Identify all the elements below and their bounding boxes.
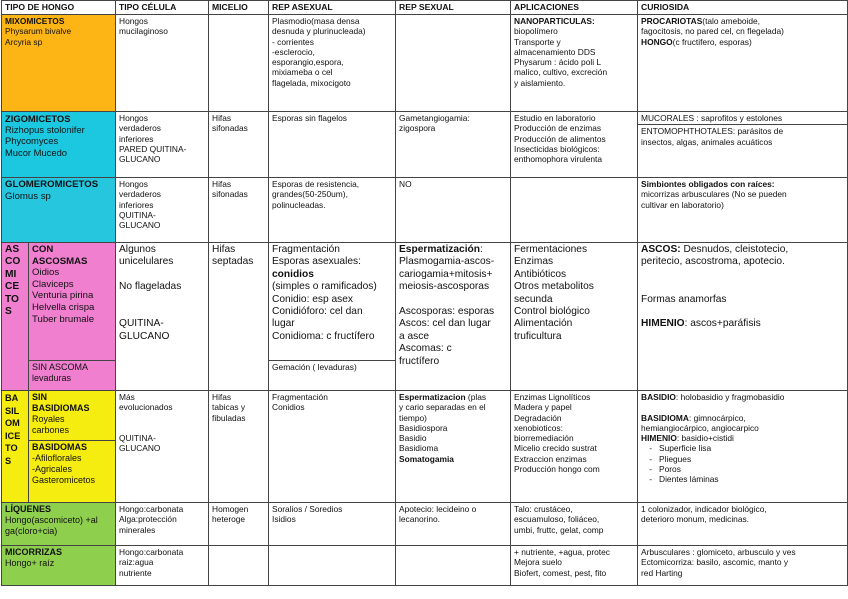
basi-sin-title: SIN BASIDIOMAS bbox=[32, 392, 90, 413]
row-micorrizas bbox=[2, 546, 848, 586]
liq-aplicaciones: Talo: crustáceo, escuamuloso, foliáceo, umbi, fruttc, gelat, comp bbox=[511, 503, 638, 546]
zigo-asexual: Esporas sin flagelos bbox=[269, 112, 396, 178]
row-glomeromicetos bbox=[2, 178, 848, 243]
header-aplicaciones: APLICACIONES bbox=[511, 1, 638, 15]
basi-group-label: BA SIL OM ICE TO S bbox=[2, 391, 29, 503]
asco-asexual-text2: (simples o ramificados) Conidio: esp asex Conidióforo: cel dan lugar Conidioma: c fructífero bbox=[272, 281, 377, 342]
asco-asexual-sin: Gemación ( levaduras) bbox=[269, 361, 396, 391]
basi-cur3-bold: HIMENIO bbox=[641, 433, 677, 444]
cell-liq-name bbox=[2, 503, 116, 546]
liq-asexual: Soralios / Soredios Isidios bbox=[269, 503, 396, 546]
mico-aplicaciones: + nutriente, +agua, protec Mejora suelo Biofert, comest, pest, fito bbox=[511, 546, 638, 586]
liq-micelio: Homogen heteroge bbox=[209, 503, 269, 546]
mico-title: MICORRIZAS bbox=[5, 547, 62, 557]
basi-sexual2-bold: Somatogamia bbox=[399, 453, 454, 464]
list-item: - Poros bbox=[659, 464, 844, 474]
liq-title: LÍQUENES bbox=[5, 504, 52, 514]
basi-cur1: : holobasidio y fragmobasidio bbox=[675, 392, 785, 402]
glom-aplicaciones bbox=[511, 178, 638, 243]
glom-celula: Hongos verdaderos inferiores QUITINA- GLUCANO bbox=[116, 178, 209, 243]
asco-cur: Desnudos, cleistotecio, peritecio, ascostroma, apotecio. bbox=[641, 244, 789, 268]
basi-celula: Más evolucionados QUITINA- GLUCANO bbox=[116, 391, 209, 503]
mixo-celula: Hongos mucilaginoso bbox=[116, 15, 209, 112]
cell-glom-name bbox=[2, 178, 116, 243]
basi-aplicaciones: Enzimas Lignolíticos Madera y papel Degradación xenobioticos: biorremediación Micelio crecido sustrat Extraccion enzimas Producción hongo com bbox=[511, 391, 638, 503]
asco-aplicaciones: Fermentaciones Enzimas Antibióticos Otros metabolitos secunda Control biológico Alimentación truficultura bbox=[511, 243, 638, 391]
basi-micelio: Hifas tabicas y fibuladas bbox=[209, 391, 269, 503]
liq-sexual: Apotecio: lecideino o lecanorino. bbox=[396, 503, 511, 546]
mixo-curiosidad bbox=[638, 15, 848, 112]
mixo-app-title: NANOPARTICULAS: bbox=[514, 16, 595, 26]
mixo-cur2: (c fructifero, esporas) bbox=[672, 36, 752, 47]
mico-micelio bbox=[209, 546, 269, 586]
liq-species: Hongo(ascomiceto) +al ga(cloro+cia) bbox=[5, 515, 98, 536]
basi-cur1-bold: BASIDIO bbox=[641, 392, 676, 402]
zigo-cur1: MUCORALES : saprofitos y estolones bbox=[641, 113, 783, 123]
mixo-sexual bbox=[396, 15, 511, 112]
row-basidiomicetos bbox=[2, 391, 848, 441]
row-ascomicetos bbox=[2, 243, 848, 361]
header-curiosidad: CURIOSIDA bbox=[638, 1, 848, 15]
mixo-cur1-bold: PROCARIOTAS bbox=[641, 16, 703, 26]
header-celula: TIPO CÉLULA bbox=[116, 1, 209, 15]
mixo-title: MIXOMICETOS bbox=[5, 16, 65, 26]
asco-asexual-bold: conidios bbox=[272, 268, 314, 280]
asco-sin: SIN ASCOMA levaduras bbox=[29, 361, 116, 391]
basi-sin-species: Royales carbones bbox=[32, 414, 70, 435]
zigo-sexual: Gametangiogamia: zigospora bbox=[396, 112, 511, 178]
zigo-celula: Hongos verdaderos inferiores PARED QUITINA- GLUCANO bbox=[116, 112, 209, 178]
header-row bbox=[2, 1, 848, 15]
asco-cur3-bold: HIMENIO bbox=[641, 318, 685, 330]
glom-sexual: NO bbox=[396, 178, 511, 243]
zigo-title: ZIGOMICETOS bbox=[5, 113, 71, 124]
zigo-curiosidad bbox=[638, 112, 848, 178]
mico-curiosidad: Arbusculares : glomiceto, arbusculo y ves Ectomicorriza: basilo, ascomic, manto y red Harting bbox=[638, 546, 848, 586]
mico-species: Hongo+ raíz bbox=[5, 558, 55, 568]
glom-title: GLOMEROMICETOS bbox=[5, 179, 99, 190]
mico-sexual bbox=[396, 546, 511, 586]
glom-micelio: Hifas sifonadas bbox=[209, 178, 269, 243]
header-tipo: TIPO DE HONGO bbox=[2, 1, 116, 15]
cell-mixo-name bbox=[2, 15, 116, 112]
basi-cur3: : basidio+cistidi bbox=[676, 433, 734, 444]
row-mixomicetos bbox=[2, 15, 848, 112]
zigo-species: Rizhopus stolonifer Phycomyces Mucor Mucedo bbox=[5, 124, 85, 158]
list-item: - Superficie lisa bbox=[659, 443, 844, 453]
asco-con-species: Oidios Claviceps Venturia pirina Helvella crispa Tuber brumale bbox=[32, 267, 95, 325]
mixo-cur1: (talo ameboide, fagocitosis, no pared cel, cn flegelada) bbox=[641, 16, 784, 37]
header-micelio: MICELIO bbox=[209, 1, 269, 15]
mico-celula: Hongo:carbonata raiz:agua nutriente bbox=[116, 546, 209, 586]
cell-zigo-name bbox=[2, 112, 116, 178]
basi-sexual-bold: Espermatizacion bbox=[399, 392, 466, 402]
asco-curiosidad bbox=[638, 243, 848, 391]
zigo-aplicaciones: Estudio en laboratorio Producción de enzimas Producción de alimentos Insecticidas biológicos: enthomophora virulenta bbox=[511, 112, 638, 178]
row-zigomicetos bbox=[2, 112, 848, 178]
mixo-asexual: Plasmodio(masa densa desnuda y plurinucleada) - corrientes -esclerocio, esporangio,espora, mixiameba o cel flagelada, mixocigoto bbox=[269, 15, 396, 112]
asco-cur2: Formas anamorfas bbox=[641, 293, 727, 305]
glom-cur: micorrizas arbusculares (No se pueden cultivar en laboratorio) bbox=[641, 189, 787, 210]
asco-sexual-bold: Espermatización bbox=[399, 244, 480, 255]
cell-mico-name bbox=[2, 546, 116, 586]
asco-micelio: Hifas septadas bbox=[209, 243, 269, 391]
header-asexual: REP ASEXUAL bbox=[269, 1, 396, 15]
basi-sexual bbox=[396, 391, 511, 503]
asco-asexual bbox=[269, 243, 396, 361]
asco-con-title: CON ASCOSMAS bbox=[32, 244, 88, 267]
mico-asexual bbox=[269, 546, 396, 586]
asco-celula: Algunos unicelulares No flageladas QUITINA- GLUCANO bbox=[116, 243, 209, 391]
glom-species: Glomus sp bbox=[5, 190, 51, 202]
zigo-micelio: Hifas sifonadas bbox=[209, 112, 269, 178]
mixo-aplicaciones bbox=[511, 15, 638, 112]
mixo-cur2-bold: HONGO bbox=[641, 36, 673, 47]
basi-con-species: -Afiloflorales -Agricales Gasteromicetos bbox=[32, 453, 96, 485]
header-sexual: REP SEXUAL bbox=[396, 1, 511, 15]
mixo-species: Physarum bivalve Arcyria sp bbox=[5, 26, 72, 47]
asco-cur3: : ascos+paráfisis bbox=[684, 318, 761, 330]
row-liquenes bbox=[2, 503, 848, 546]
basi-cur2-bold: BASIDIOMA bbox=[641, 412, 689, 423]
mixo-app-text: biopolímero Transporte y almacenamiento DDS Physarum : ácido poli L malico, cultivo, excreción y aislamiento. bbox=[514, 26, 608, 88]
basi-cur-list bbox=[641, 443, 844, 484]
cell-asco-con bbox=[29, 243, 116, 361]
mixo-micelio bbox=[209, 15, 269, 112]
glom-asexual: Esporas de resistencia, grandes(50-250um), polinucleadas. bbox=[269, 178, 396, 243]
list-item: - Dientes láminas bbox=[659, 474, 844, 484]
cell-basi-con bbox=[29, 441, 116, 503]
zigo-cur2: ENTOMOPHTHOTALES: parásitos de insectos, algas, animales acuáticos bbox=[638, 124, 847, 148]
liq-curiosidad: 1 colonizador, indicador biológico, deterioro monum, medicinas. bbox=[638, 503, 848, 546]
list-item: - Pliegues bbox=[659, 454, 844, 464]
basi-curiosidad bbox=[638, 391, 848, 503]
basi-cur2: : gimnocárpico, hemiangiocárpico, angiocarpico bbox=[641, 412, 759, 433]
basi-con-title: BASIDOMAS bbox=[32, 442, 88, 452]
asco-asexual-text: Fragmentación Esporas asexuales: bbox=[272, 244, 361, 268]
asco-group-label: AS CO MI CE TO S bbox=[2, 243, 29, 391]
basi-sexual-text: (plas y cario separadas en el tiempo) Basidiospora Basidio Basidioma bbox=[399, 392, 487, 454]
glom-curiosidad bbox=[638, 178, 848, 243]
asco-sexual-text: : Plasmogamia-ascos- cariogamia+mitosis+ meiosis-ascosporas Ascosporas: esporas Ascos: cel dan lugar a asce Ascomas: c fructífero bbox=[399, 244, 495, 367]
basi-asexual: Fragmentación Conidios bbox=[269, 391, 396, 503]
cell-basi-sin bbox=[29, 391, 116, 441]
liq-celula: Hongo:carbonata Alga:protección minerales bbox=[116, 503, 209, 546]
glom-cur-bold: Simbiontes obligados con raíces: bbox=[641, 179, 775, 189]
asco-cur-bold: ASCOS: bbox=[641, 244, 681, 255]
asco-sexual bbox=[396, 243, 511, 391]
fungi-table bbox=[1, 0, 848, 586]
